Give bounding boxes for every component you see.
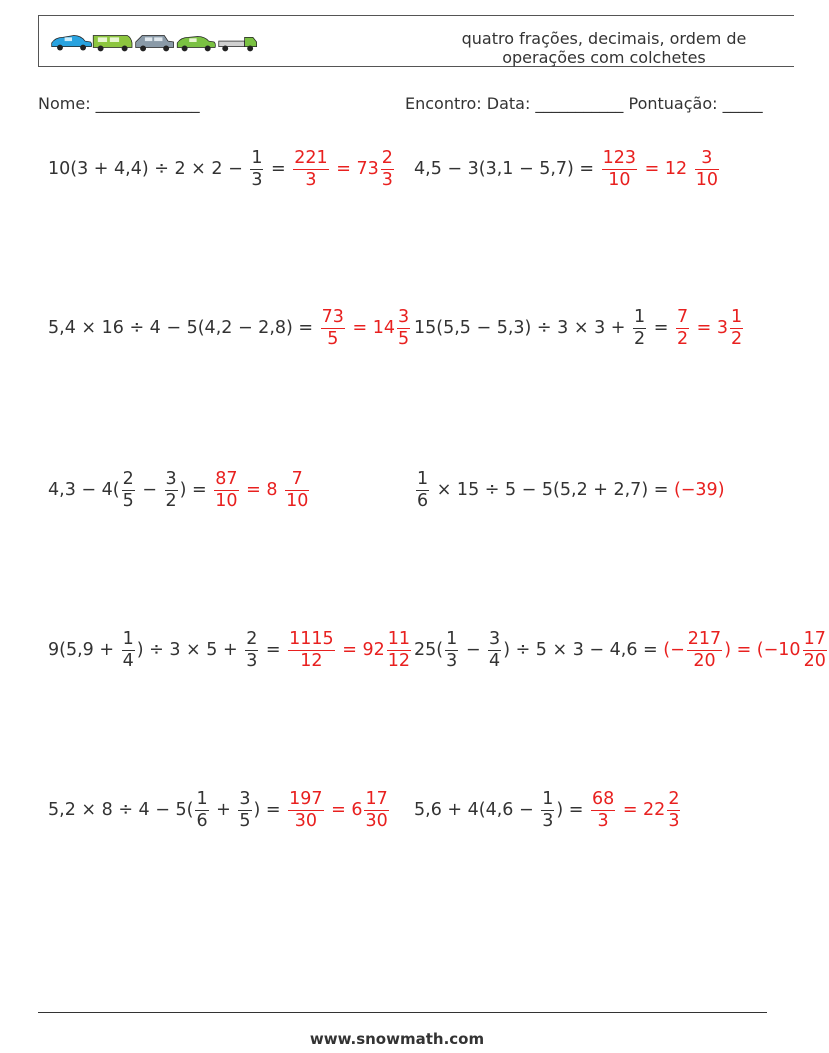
expression-text: ) = xyxy=(253,800,287,820)
expression-text: 4,3 − 4( xyxy=(48,480,120,500)
answer-text: = 8 xyxy=(240,480,284,500)
car-icon-blue xyxy=(52,36,92,51)
answer-text: = 3 xyxy=(691,318,729,338)
name-field: Nome: _____________ xyxy=(38,94,200,113)
expression-text: 4,5 − 3(3,1 − 5,7) = xyxy=(414,159,600,179)
problem-8 xyxy=(414,620,829,680)
numerator: 3 xyxy=(165,468,177,489)
numerator: 2 xyxy=(381,147,393,168)
numerator: 3 xyxy=(489,628,501,649)
expression-text: 9(5,9 + xyxy=(48,640,120,660)
answer-fraction xyxy=(667,790,680,831)
expression-text: + xyxy=(210,800,237,820)
denominator: 5 xyxy=(239,810,251,831)
denominator: 3 xyxy=(381,169,393,190)
answer-fraction xyxy=(803,630,827,671)
numerator: 3 xyxy=(701,147,713,168)
numerator: 1 xyxy=(417,468,429,489)
problem-6 xyxy=(414,460,725,520)
denominator: 6 xyxy=(196,810,208,831)
denominator: 3 xyxy=(446,650,458,671)
worksheet-header xyxy=(38,15,794,67)
numerator: 3 xyxy=(239,788,251,809)
numerator: 68 xyxy=(591,788,615,809)
answer-fraction xyxy=(364,790,388,831)
truck-icon xyxy=(219,37,257,51)
denominator: 3 xyxy=(668,810,680,831)
numerator: 1 xyxy=(251,147,263,168)
denominator: 20 xyxy=(693,650,716,671)
numerator: 7 xyxy=(291,468,303,489)
expression-text: − xyxy=(136,480,163,500)
denominator: 2 xyxy=(634,328,646,349)
denominator: 5 xyxy=(397,328,410,349)
denominator: 12 xyxy=(387,650,411,671)
answer-text: = 92 xyxy=(336,640,385,660)
expression-text: 15(5,5 − 5,3) ÷ 3 × 3 + xyxy=(414,318,632,338)
answer-fraction xyxy=(381,149,394,190)
numerator: 17 xyxy=(803,628,826,649)
denominator: 3 xyxy=(305,169,317,190)
answer-fraction xyxy=(676,308,689,349)
problem-2 xyxy=(414,139,721,199)
numerator: 73 xyxy=(321,306,344,327)
answer-fraction xyxy=(321,308,345,349)
numerator: 221 xyxy=(294,147,328,168)
denominator: 2 xyxy=(676,328,689,349)
numerator: 123 xyxy=(602,147,637,168)
cars-logo xyxy=(41,30,271,54)
fraction xyxy=(238,790,251,831)
footer-divider xyxy=(38,1012,767,1013)
answer-fraction xyxy=(387,630,411,671)
answer-text: (− xyxy=(663,640,685,660)
numerator: 1 xyxy=(731,306,743,327)
problem-10 xyxy=(414,780,682,840)
answer-text: = 6 xyxy=(325,800,363,820)
numerator: 217 xyxy=(687,628,722,649)
denominator: 5 xyxy=(327,328,339,349)
numerator: 7 xyxy=(676,306,689,327)
denominator: 6 xyxy=(417,490,429,511)
denominator: 20 xyxy=(803,650,826,671)
problem-4 xyxy=(414,298,745,358)
answer-fraction xyxy=(591,790,615,831)
fraction xyxy=(250,149,263,190)
denominator: 10 xyxy=(608,169,631,190)
answer-fraction xyxy=(293,149,328,190)
answer-fraction xyxy=(288,790,323,831)
denominator: 4 xyxy=(489,650,501,671)
denominator: 10 xyxy=(695,169,718,190)
answer-text: = 73 xyxy=(330,159,379,179)
numerator: 3 xyxy=(397,306,410,327)
fraction xyxy=(122,470,135,511)
answer-fraction xyxy=(288,630,335,671)
fraction xyxy=(122,630,135,671)
answer-text: (−39) xyxy=(673,480,725,500)
expression-text: × 15 ÷ 5 − 5(5,2 + 2,7) = xyxy=(431,480,674,500)
answer-fraction xyxy=(695,149,719,190)
car-icon-green xyxy=(177,36,215,51)
denominator: 3 xyxy=(251,169,263,190)
expression-text: ) = xyxy=(556,800,589,820)
expression-text: 5,2 × 8 ÷ 4 − 5( xyxy=(48,800,194,820)
expression-text: ) = xyxy=(179,480,213,500)
expression-text: = xyxy=(260,640,287,660)
fraction xyxy=(488,630,501,671)
denominator: 12 xyxy=(300,650,323,671)
expression-text: = xyxy=(265,159,292,179)
fraction xyxy=(416,470,429,511)
answer-fraction xyxy=(730,308,743,349)
answer-text: = 14 xyxy=(346,318,395,338)
problem-3 xyxy=(48,298,412,358)
answer-fraction xyxy=(397,308,410,349)
expression-text: 10(3 + 4,4) ÷ 2 × 2 − xyxy=(48,159,249,179)
denominator: 30 xyxy=(365,810,388,831)
fraction xyxy=(245,630,258,671)
numerator: 1 xyxy=(122,628,134,649)
car-icon-green-van xyxy=(93,36,132,52)
worksheet-title xyxy=(439,29,769,67)
answer-text: ) = (−10 xyxy=(724,640,801,660)
expression-text: ) ÷ 5 × 3 − 4,6 = xyxy=(503,640,664,660)
numerator: 2 xyxy=(122,468,134,489)
answer-fraction xyxy=(687,630,722,671)
denominator: 10 xyxy=(286,490,309,511)
car-icon-grey-wagon xyxy=(136,36,174,52)
denominator: 4 xyxy=(122,650,134,671)
problem-1 xyxy=(48,139,396,199)
numerator: 11 xyxy=(387,628,411,649)
numerator: 17 xyxy=(365,788,388,809)
fraction xyxy=(445,630,458,671)
denominator: 2 xyxy=(165,490,177,511)
title-line-1: quatro frações, decimais, ordem de xyxy=(461,29,747,48)
fraction xyxy=(195,790,208,831)
footer-website: www.snowmath.com xyxy=(309,1030,485,1048)
title-line-2: operações com colchetes xyxy=(502,48,706,67)
denominator: 10 xyxy=(215,490,238,511)
numerator: 1 xyxy=(542,788,554,809)
expression-text: ) ÷ 3 × 5 + xyxy=(136,640,244,660)
fraction xyxy=(541,790,554,831)
numerator: 2 xyxy=(668,788,680,809)
denominator: 3 xyxy=(246,650,258,671)
denominator: 5 xyxy=(122,490,134,511)
numerator: 2 xyxy=(246,628,258,649)
denominator: 2 xyxy=(731,328,743,349)
numerator: 197 xyxy=(289,788,323,809)
answer-text: = 12 xyxy=(639,159,693,179)
expression-text: = xyxy=(648,318,674,338)
expression-text: − xyxy=(460,640,487,660)
numerator: 1 xyxy=(196,788,208,809)
expression-text: 5,6 + 4(4,6 − xyxy=(414,800,540,820)
denominator: 3 xyxy=(542,810,554,831)
fraction xyxy=(633,308,646,349)
numerator: 87 xyxy=(215,468,238,489)
answer-text: = 22 xyxy=(617,800,666,820)
fraction xyxy=(165,470,178,511)
numerator: 1 xyxy=(446,628,458,649)
numerator: 1115 xyxy=(289,628,334,649)
denominator: 3 xyxy=(597,810,609,831)
answer-fraction xyxy=(285,470,309,511)
date-score-field: Encontro: Data: ___________ Pontuação: _____ xyxy=(405,94,763,113)
denominator: 30 xyxy=(294,810,317,831)
problem-9 xyxy=(48,780,391,840)
problem-5 xyxy=(48,460,311,520)
numerator: 1 xyxy=(634,306,646,327)
expression-text: 5,4 × 16 ÷ 4 − 5(4,2 − 2,8) = xyxy=(48,318,319,338)
expression-text: 25( xyxy=(414,640,444,660)
answer-fraction xyxy=(214,470,238,511)
problem-7 xyxy=(48,620,413,680)
answer-fraction xyxy=(602,149,637,190)
